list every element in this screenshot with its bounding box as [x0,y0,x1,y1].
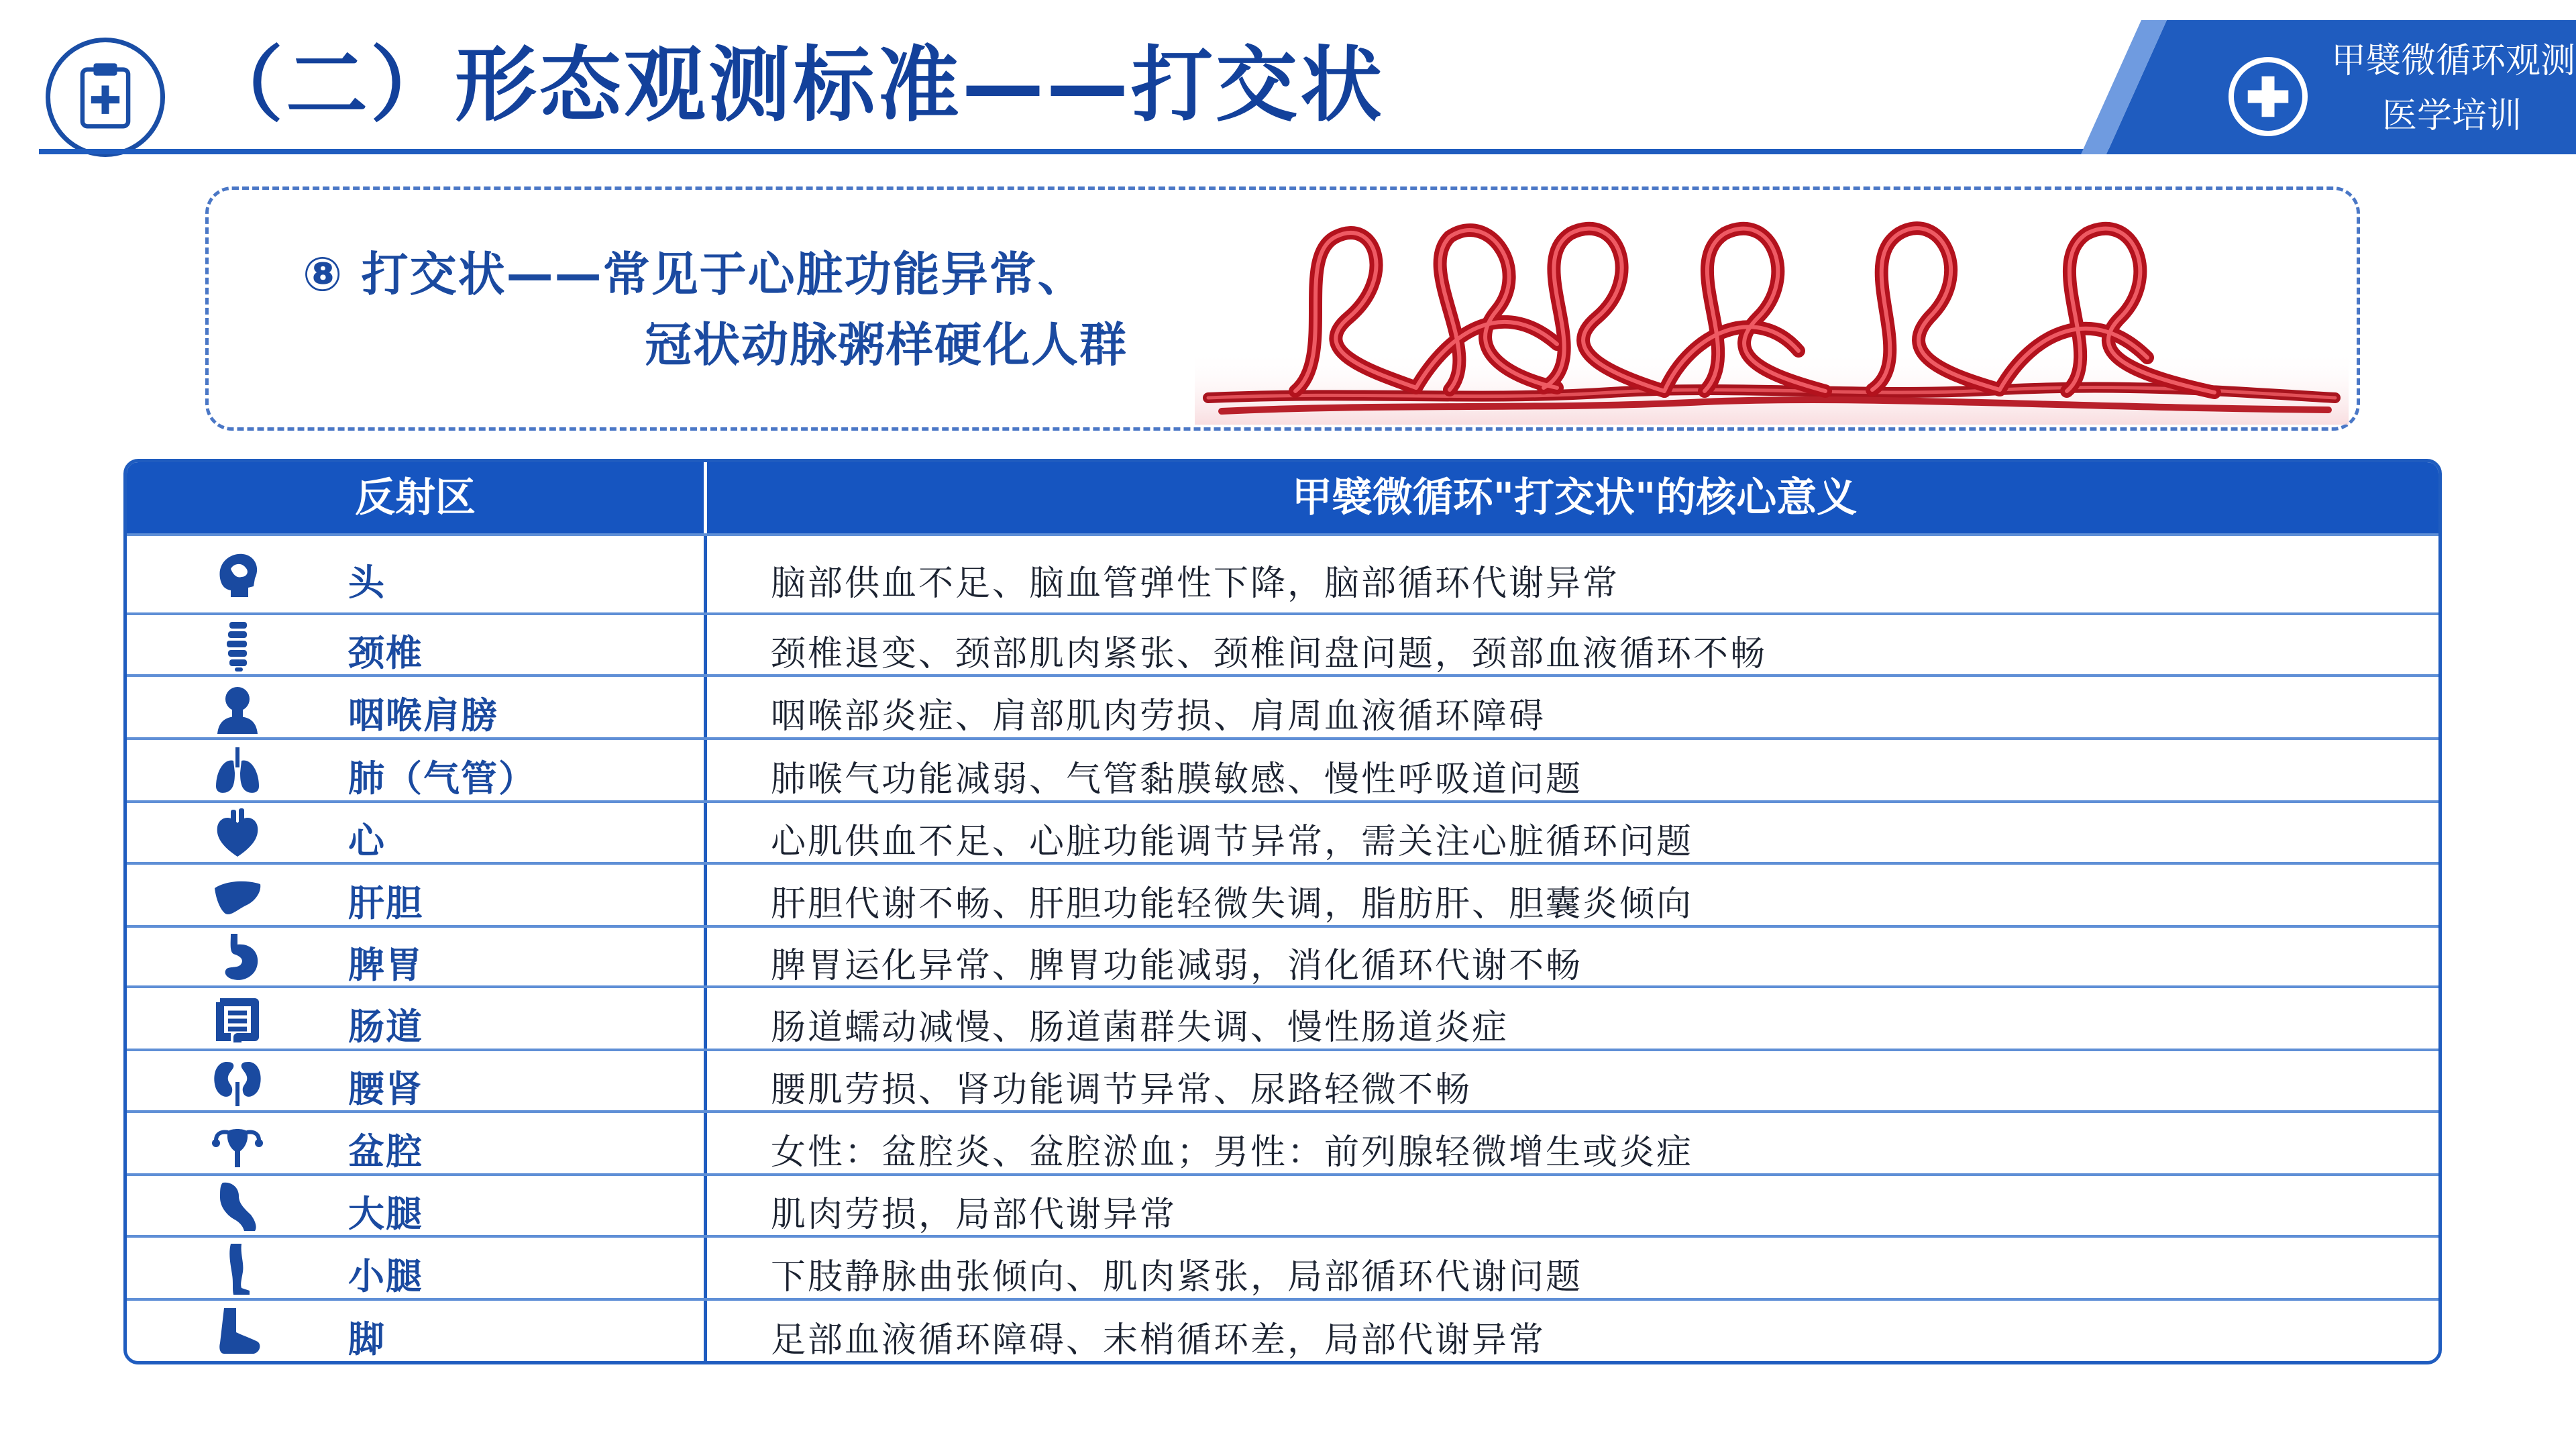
thigh-icon [211,1180,264,1234]
throat-shoulder-icon [211,682,264,735]
table-row [127,1235,2438,1298]
row-meaning-text: 肝胆代谢不畅、肝胆功能轻微失调，脂肪肝、胆囊炎倾向 [771,884,1694,924]
header-divider [39,149,2125,154]
info-subheading: 冠状动脉粥样硬化人群 [645,317,1128,372]
row-zone-label: 腰肾 [348,1068,423,1110]
row-meaning-text: 肠道蠕动减慢、肠道菌群失调、慢性肠道炎症 [771,1008,1509,1048]
row-zone-label: 小腿 [348,1255,423,1297]
stomach-icon [211,931,264,985]
table-row [127,862,2438,925]
crossed-capillary-loops-illustration [1195,197,2349,425]
medical-cross-icon [2229,57,2308,136]
lower-leg-icon [211,1242,264,1296]
row-zone-label: 咽喉肩膀 [348,694,498,737]
reflex-zone-table [123,459,2442,1364]
info-panel [205,186,2360,431]
pelvis-uterus-icon [211,1118,264,1171]
row-zone-label: 盆腔 [348,1130,423,1173]
table-row [127,737,2438,800]
row-meaning-text: 下肢静脉曲张倾向、肌肉紧张，局部循环代谢问题 [771,1257,1583,1297]
brand-text [2331,34,2576,144]
table-header [127,462,2438,533]
table-row [127,1298,2438,1361]
row-zone-label: 肠道 [348,1006,423,1048]
table-row [127,1173,2438,1235]
table-row [127,985,2438,1049]
heart-icon [211,807,264,861]
row-meaning-text: 足部血液循环障碍、末梢循环差，局部代谢异常 [771,1320,1546,1360]
row-zone-label: 脾胃 [348,944,423,986]
foot-icon [211,1305,264,1359]
brand-line-2: 医学培训 [2381,96,2522,136]
table-row [127,674,2438,737]
row-zone-label: 头 [348,561,386,604]
row-meaning-text: 咽喉部炎症、肩部肌肉劳损、肩周血液循环障碍 [771,696,1546,737]
lungs-icon [211,745,264,798]
intestine-icon [211,993,264,1046]
row-zone-label: 肝胆 [348,882,423,924]
table-row [127,1049,2438,1110]
kidney-icon [211,1055,264,1109]
table-row [127,800,2438,862]
table-row [127,533,2438,612]
row-zone-label: 颈椎 [348,632,423,674]
table-row [127,1110,2438,1173]
row-meaning-text: 颈椎退变、颈部肌肉紧张、颈椎间盘问题，颈部血液循环不畅 [771,634,1768,674]
liver-icon [211,869,264,923]
row-zone-label: 大腿 [348,1193,423,1235]
table-row [127,612,2438,674]
row-meaning-text: 脾胃运化异常、脾胃功能减弱，消化循环代谢不畅 [771,946,1583,986]
row-meaning-text: 肺喉气功能减弱、气管黏膜敏感、慢性呼吸道问题 [771,759,1583,800]
row-zone-label: 脚 [348,1318,386,1360]
row-meaning-text: 心肌供血不足、心脏功能调节异常，需关注心脏循环问题 [771,822,1694,862]
row-zone-label: 心 [348,820,386,862]
spine-icon [211,619,264,673]
column-header-zone: 反射区 [355,474,476,521]
column-header-meaning: 甲襞微循环"打交状"的核心意义 [1291,474,1858,521]
row-meaning-text: 女性：盆腔炎、盆腔淤血；男性：前列腺轻微增生或炎症 [771,1132,1694,1173]
head-brain-icon [211,549,264,602]
row-meaning-text: 肌肉劳损，局部代谢异常 [771,1195,1177,1235]
table-row [127,925,2438,985]
brand-line-1: 甲襞微循环观测 [2331,41,2576,81]
brand-badge [2066,20,2576,154]
medical-clipboard-icon [46,38,165,157]
row-zone-label: 肺（气管） [348,757,536,800]
info-heading: ⑧ 打交状——常见于心脏功能异常、 [303,247,1086,302]
page-title: （二）形态观测标准——打交状 [201,38,1385,133]
row-meaning-text: 腰肌劳损、肾功能调节异常、尿路轻微不畅 [771,1070,1472,1110]
row-meaning-text: 脑部供血不足、脑血管弹性下降，脑部循环代谢异常 [771,564,1620,604]
